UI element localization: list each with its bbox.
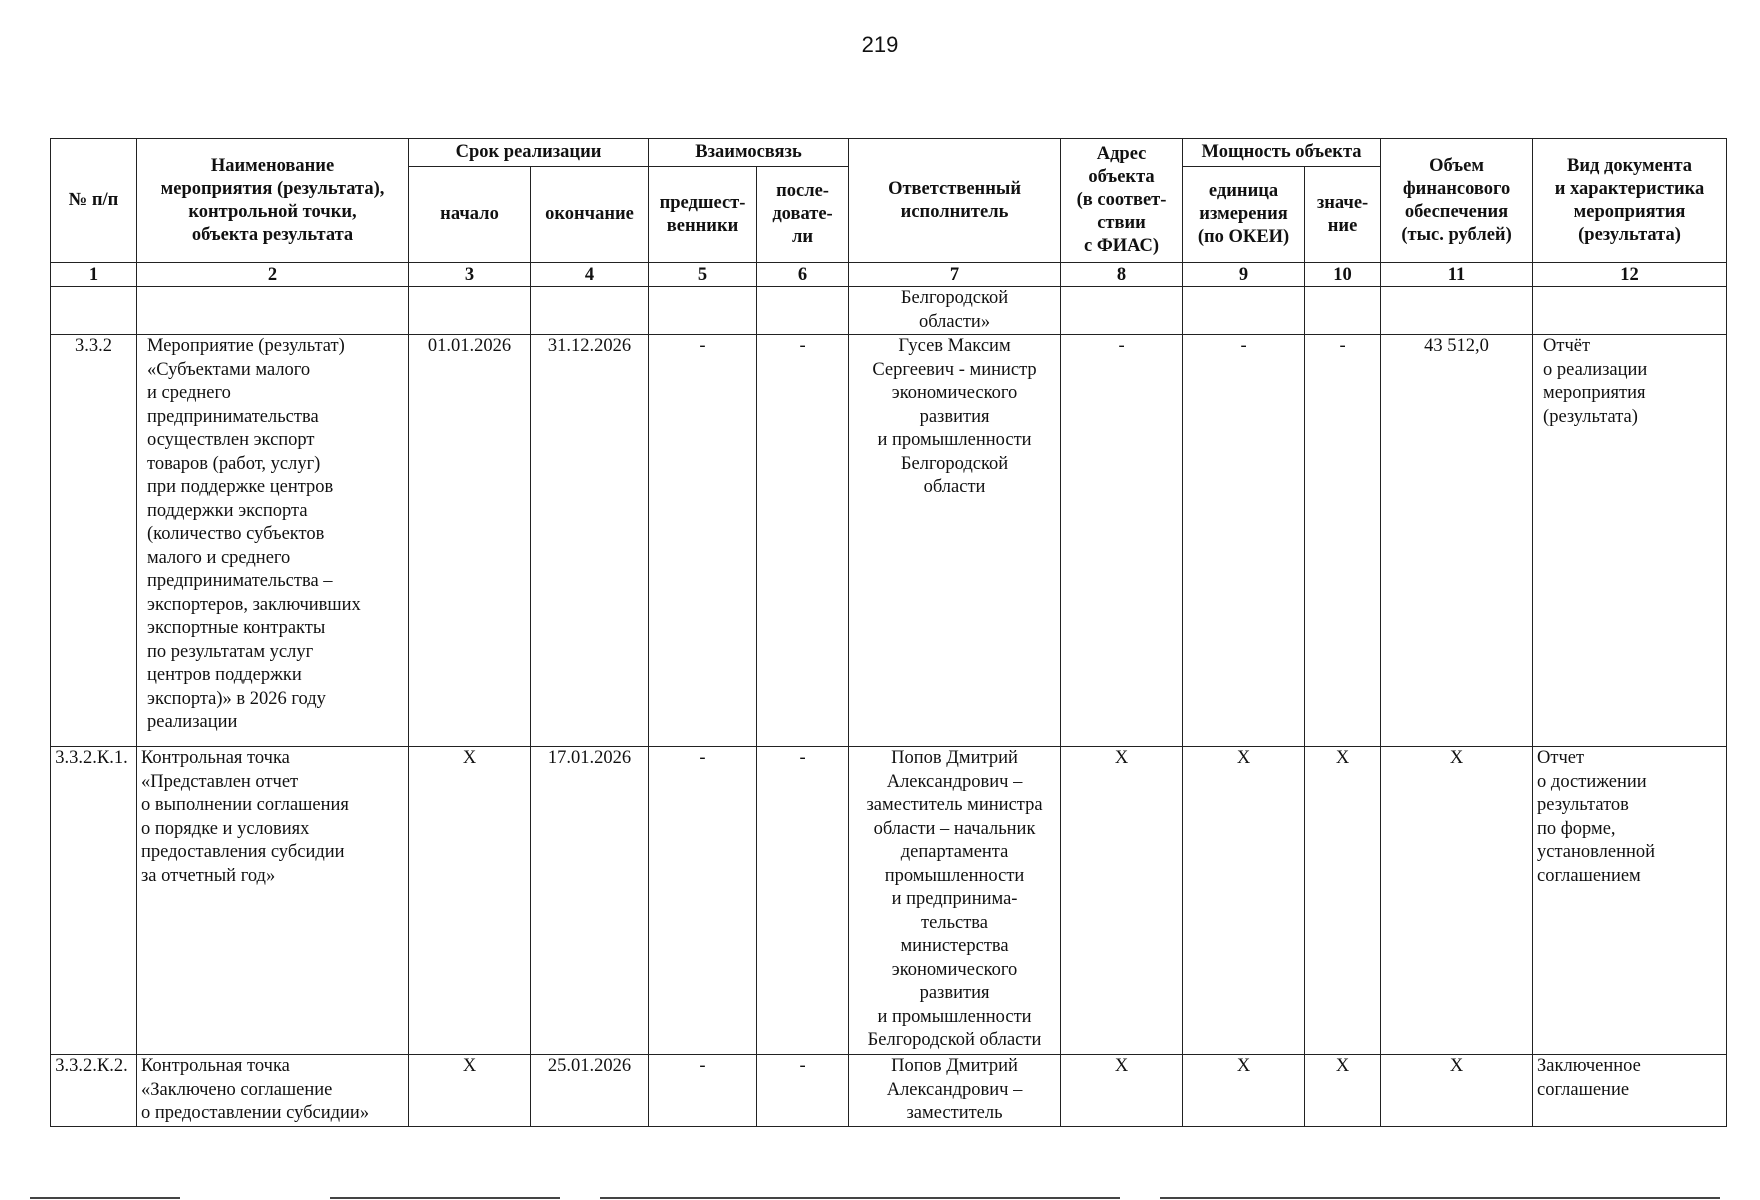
row-end: 25.01.2026 [531, 1055, 649, 1127]
row-successors: - [757, 747, 849, 1055]
plan-table [50, 138, 1727, 1127]
row-num: 3.3.2.К.1. [51, 747, 137, 1055]
column-number: 11 [1381, 263, 1533, 287]
row-responsible: Гусев Максим Сергеевич - министр экономического развития и промышленности Белгородской области [849, 335, 1061, 747]
column-number: 6 [757, 263, 849, 287]
column-number: 8 [1061, 263, 1183, 287]
row-unit: X [1183, 1055, 1305, 1127]
row-end: 31.12.2026 [531, 335, 649, 747]
page-number: 219 [861, 32, 899, 57]
row-value: X [1305, 1055, 1381, 1127]
header-num: № п/п [51, 139, 137, 263]
row-num: 3.3.2.К.2. [51, 1055, 137, 1127]
column-number: 1 [51, 263, 137, 287]
header-value: значе- ние [1305, 167, 1381, 263]
row-successors: - [757, 335, 849, 747]
row-unit [1183, 287, 1305, 335]
row-volume: X [1381, 1055, 1533, 1127]
header-term: Срок реализации [409, 139, 649, 167]
row-name: Контрольная точка «Заключено соглашение о предоставлении субсидии» [137, 1055, 409, 1127]
column-number: 3 [409, 263, 531, 287]
row-value: X [1305, 747, 1381, 1055]
row-name: Мероприятие (результат) «Субъектами малого и среднего предпринимательства осуществлен экспорт товаров (работ, услуг) при поддержке центров поддержки экспорта (количество субъектов малого и среднего предпринимательства – экспортеров, заключивших экспортные контракты по результатам услуг центров поддержки экспорта)» в 2026 году реализации [137, 335, 409, 747]
row-doc: Заключенное соглашение [1533, 1055, 1727, 1127]
row-end [531, 287, 649, 335]
column-number: 9 [1183, 263, 1305, 287]
column-number: 2 [137, 263, 409, 287]
row-responsible: Попов Дмитрий Александрович – заместитель [849, 1055, 1061, 1127]
row-doc: Отчёт о реализации мероприятия (результата) [1533, 335, 1727, 747]
row-volume: X [1381, 747, 1533, 1055]
row-value: - [1305, 335, 1381, 747]
row-num [51, 287, 137, 335]
row-unit: - [1183, 335, 1305, 747]
row-predecessors: - [649, 335, 757, 747]
row-address [1061, 287, 1183, 335]
column-number: 4 [531, 263, 649, 287]
header-doc-type: Вид документа и характеристика мероприятия (результата) [1533, 139, 1727, 263]
row-doc: Отчет о достижении результатов по форме, установленной соглашением [1533, 747, 1727, 1055]
row-name: Контрольная точка «Представлен отчет о выполнении соглашения о порядке и условиях предоставления субсидии за отчетный год» [137, 747, 409, 1055]
table-row [51, 287, 1727, 335]
header-responsible: Ответственный исполнитель [849, 139, 1061, 263]
scan-edge-line [600, 1197, 1120, 1199]
row-start: X [409, 1055, 531, 1127]
row-address: - [1061, 335, 1183, 747]
row-address: X [1061, 1055, 1183, 1127]
row-doc [1533, 287, 1727, 335]
row-start: 01.01.2026 [409, 335, 531, 747]
header-relation: Взаимосвязь [649, 139, 849, 167]
scan-edge-line [1160, 1197, 1720, 1199]
row-end: 17.01.2026 [531, 747, 649, 1055]
row-predecessors: - [649, 1055, 757, 1127]
header-unit: единица измерения (по ОКЕИ) [1183, 167, 1305, 263]
row-successors: - [757, 1055, 849, 1127]
row-successors [757, 287, 849, 335]
column-number: 10 [1305, 263, 1381, 287]
row-volume: 43 512,0 [1381, 335, 1533, 747]
row-start: X [409, 747, 531, 1055]
header-volume: Объем финансового обеспечения (тыс. рублей) [1381, 139, 1533, 263]
table-row [51, 747, 1727, 1055]
row-name [137, 287, 409, 335]
row-num: 3.3.2 [51, 335, 137, 747]
column-number: 5 [649, 263, 757, 287]
header-end: окончание [531, 167, 649, 263]
scan-edge-line [330, 1197, 560, 1199]
header-name: Наименование мероприятия (результата), контрольной точки, объекта результата [137, 139, 409, 263]
header-predecessors: предшест- венники [649, 167, 757, 263]
header-start: начало [409, 167, 531, 263]
row-start [409, 287, 531, 335]
header-capacity: Мощность объекта [1183, 139, 1381, 167]
header-address: Адрес объекта (в соответ- ствии с ФИАС) [1061, 139, 1183, 263]
row-responsible: Попов Дмитрий Александрович – заместитель министра области – начальник департамента промышленности и предпринима- тельства министерства экономического развития и промышленности Белгородской области [849, 747, 1061, 1055]
row-predecessors [649, 287, 757, 335]
column-number: 12 [1533, 263, 1727, 287]
row-unit: X [1183, 747, 1305, 1055]
table-row [51, 1055, 1727, 1127]
row-predecessors: - [649, 747, 757, 1055]
row-value [1305, 287, 1381, 335]
table-row [51, 335, 1727, 747]
row-address: X [1061, 747, 1183, 1055]
row-volume [1381, 287, 1533, 335]
row-responsible: Белгородской области» [849, 287, 1061, 335]
scan-edge-line [30, 1197, 180, 1199]
column-number: 7 [849, 263, 1061, 287]
header-successors: после- довате- ли [757, 167, 849, 263]
